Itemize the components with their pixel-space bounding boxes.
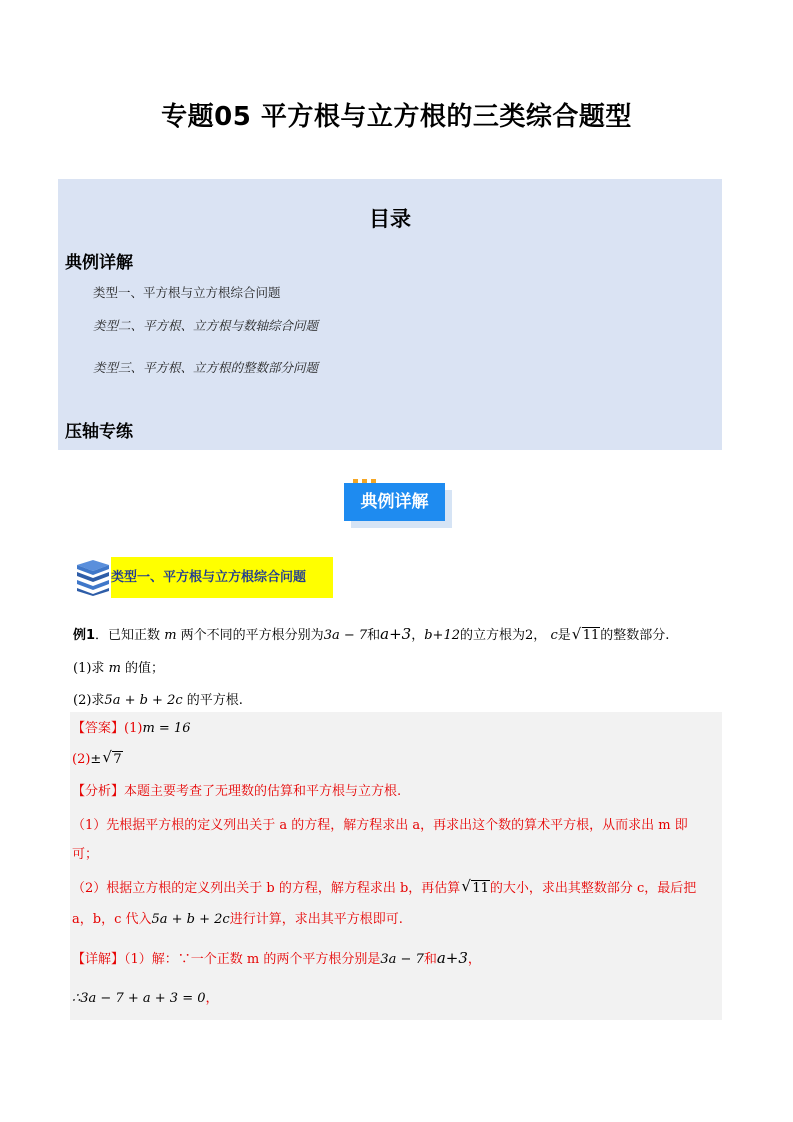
answer-tag: 【答案】 bbox=[72, 721, 125, 736]
answer-text: (2) bbox=[72, 752, 91, 767]
question-text: 的平方根. bbox=[186, 693, 243, 708]
analysis-text: 本题主要考查了无理数的估算和平方根与立方根. bbox=[124, 784, 402, 799]
example-text: ， bbox=[533, 628, 547, 643]
question-text: 的值； bbox=[125, 661, 165, 676]
sqrt-symbol bbox=[103, 746, 122, 774]
math-expr: b+12 bbox=[424, 628, 460, 643]
question-text: (1)求 bbox=[73, 661, 105, 676]
analysis-p1: （1）先根据平方根的定义列出关于 a 的方程，解方程求出 a，再求出这个数的算术平方根，从而求出 m 即 bbox=[72, 818, 688, 833]
analysis-tag: 【分析】 bbox=[72, 784, 125, 799]
table-of-contents bbox=[58, 179, 722, 450]
analysis-text: （2）根据立方根的定义列出关于 b 的方程，解方程求出 b，再估算 bbox=[72, 881, 461, 896]
detail-text: （1）解：∵一个正数 m 的两个平方根分别是 bbox=[124, 952, 381, 967]
math-var: m bbox=[164, 628, 177, 643]
radicand: 11 bbox=[582, 628, 600, 643]
answer-line-1 bbox=[72, 715, 722, 743]
analysis-text: a，b，c 代入 bbox=[72, 912, 152, 927]
page-title: 专题05 平方根与立方根的三类综合题型 bbox=[161, 102, 632, 132]
example-text: 的立方根为 bbox=[460, 628, 526, 643]
sqrt-symbol bbox=[462, 875, 490, 903]
toc-section-practice[interactable]: 压轴专练 bbox=[65, 422, 133, 442]
analysis-p3 bbox=[72, 906, 722, 934]
math-expr: 5a + b + 2c bbox=[104, 693, 183, 708]
toc-item-type1[interactable]: 类型一、平方根与立方根综合问题 bbox=[93, 285, 281, 300]
radicand: 11 bbox=[472, 881, 489, 896]
question-1 bbox=[73, 657, 164, 676]
sqrt-symbol bbox=[573, 628, 601, 643]
section-badge bbox=[344, 483, 445, 521]
math-expr: ∴3a − 7 + a + 3 = 0 bbox=[72, 991, 206, 1006]
analysis-p2 bbox=[72, 875, 722, 903]
math-expr: 3a − 7 bbox=[323, 628, 368, 643]
books-icon bbox=[73, 560, 113, 596]
question-text: (2)求 bbox=[73, 693, 105, 708]
answer-line-2 bbox=[72, 746, 722, 774]
example-text: ．已知正数 bbox=[95, 628, 161, 643]
toc-heading: 目录 bbox=[369, 207, 411, 231]
detail-text: ， bbox=[205, 991, 219, 1006]
section-badge-label: 典例详解 bbox=[344, 483, 445, 521]
example-text: ， bbox=[411, 628, 425, 643]
detail-line-2 bbox=[72, 985, 722, 1013]
toc-section-examples[interactable]: 典例详解 bbox=[65, 253, 133, 273]
detail-text: ， bbox=[467, 952, 481, 967]
analysis-line bbox=[72, 778, 722, 806]
detail-tag: 【详解】 bbox=[72, 952, 125, 967]
plus-minus-sign: ± bbox=[90, 752, 102, 767]
toc-item-type2[interactable]: 类型二、平方根、立方根与数轴综合问题 bbox=[93, 318, 319, 333]
example-label: 例1 bbox=[73, 628, 96, 643]
radicand: 7 bbox=[113, 752, 122, 767]
example-text: 是 bbox=[557, 628, 571, 643]
math-expr: a+3 bbox=[380, 625, 412, 643]
analysis-text: 进行计算，求出其平方根即可. bbox=[229, 912, 403, 927]
math-var: c bbox=[550, 628, 558, 643]
detail-text: 和 bbox=[423, 952, 437, 967]
toc-item-type3[interactable]: 类型三、平方根、立方根的整数部分问题 bbox=[93, 360, 319, 375]
math-expr: 5a + b + 2c bbox=[151, 912, 230, 927]
detail-line-1 bbox=[72, 944, 722, 974]
math-var: m bbox=[108, 661, 121, 676]
type1-heading: 类型一、平方根与立方根综合问题 bbox=[111, 557, 333, 598]
example-statement bbox=[73, 624, 669, 643]
question-2 bbox=[73, 689, 243, 708]
answer-text: (1) bbox=[124, 721, 143, 736]
math-expr: m = 16 bbox=[142, 721, 191, 736]
analysis-p1-cont: 可； bbox=[72, 847, 99, 862]
analysis-text: 的大小，求出其整数部分 c，最后把 bbox=[489, 881, 697, 896]
math-expr: a+3 bbox=[436, 949, 468, 967]
math-number: 2 bbox=[525, 628, 534, 643]
example-text: 两个不同的平方根分别为 bbox=[180, 628, 324, 643]
math-expr: 3a − 7 bbox=[380, 952, 424, 967]
example-text: 的整数部分. bbox=[600, 628, 670, 643]
example-text: 和 bbox=[367, 628, 381, 643]
